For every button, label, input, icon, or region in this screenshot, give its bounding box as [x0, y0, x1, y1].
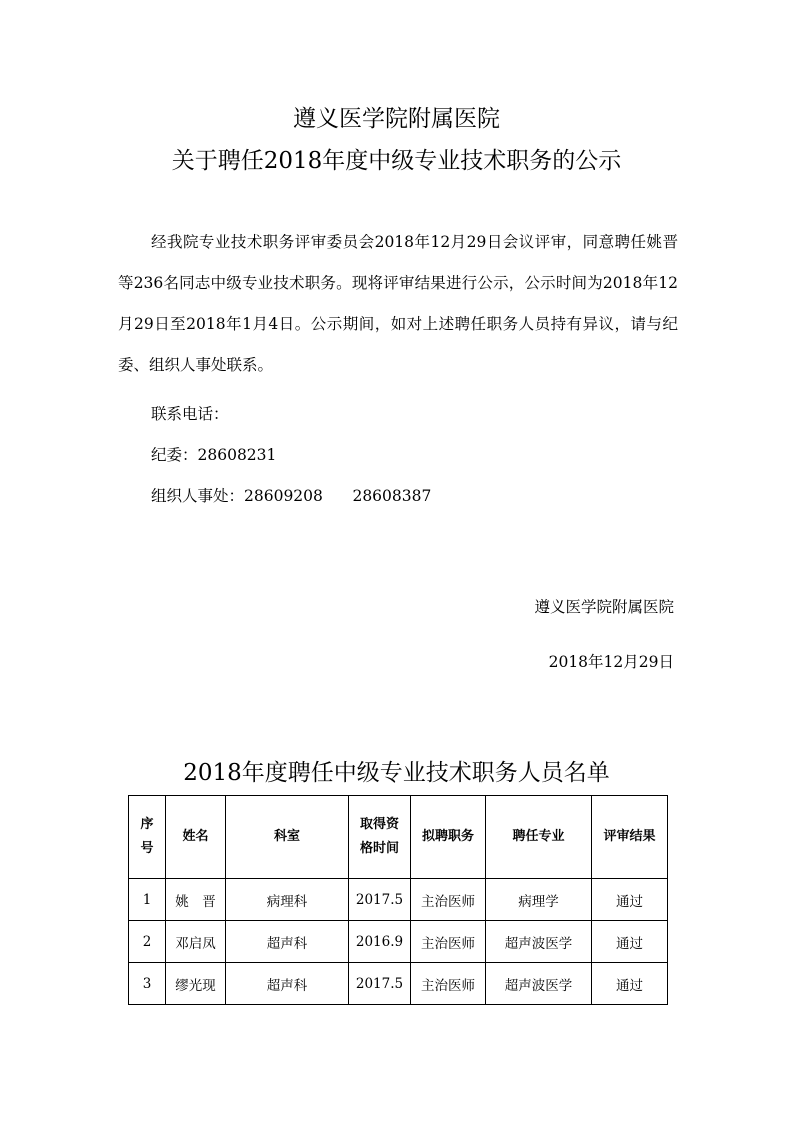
cell-specialty: 病理学	[486, 879, 592, 921]
table-row	[129, 963, 668, 1005]
cell-position: 主治医师	[411, 879, 486, 921]
signature-date: 2018年12月29日	[548, 653, 674, 671]
cell-name: 姚 晋	[166, 879, 226, 921]
cell-dept: 超声科	[226, 921, 349, 963]
notice-title: 关于聘任2018年度中级专业技术职务的公示	[171, 148, 622, 174]
cell-seq: 2	[129, 921, 166, 963]
cell-date: 2017.5	[349, 879, 411, 921]
cell-result: 通过	[592, 963, 668, 1005]
header-qual-date	[349, 796, 411, 879]
header-dept: 科室	[226, 796, 349, 879]
cell-position: 主治医师	[411, 921, 486, 963]
table-row	[129, 921, 668, 963]
notice-paragraph: 经我院专业技术职务评审委员会2018年12月29日会议评审，同意聘任姚晋等236名同志中级专业技术职务。现将评审结果进行公示，公示时间为2018年12月29日至2018年1月4日。公示期间，如对上述聘任职务人员持有异议，请与纪委、组织人事处联系。	[118, 233, 678, 374]
cell-seq: 1	[129, 879, 166, 921]
contact-label: 联系电话：	[151, 405, 229, 423]
cell-seq: 3	[129, 963, 166, 1005]
contact-hr-office: 组织人事处：28609208 28608387	[151, 487, 432, 505]
cell-specialty: 超声波医学	[486, 921, 592, 963]
header-seq-line2: 号	[140, 841, 154, 856]
cell-position: 主治医师	[411, 963, 486, 1005]
header-seq-line1: 序	[140, 817, 154, 832]
signature-org: 遵义医学院附属医院	[534, 598, 674, 616]
cell-date: 2016.9	[349, 921, 411, 963]
cell-date: 2017.5	[349, 963, 411, 1005]
table-header-row	[129, 796, 668, 879]
cell-result: 通过	[592, 879, 668, 921]
contact-discipline-committee: 纪委：28608231	[151, 446, 277, 464]
header-qual-line1: 取得资	[359, 817, 399, 832]
header-result: 评审结果	[592, 796, 668, 879]
hospital-name-title: 遵义医学院附属医院	[293, 106, 500, 132]
cell-specialty: 超声波医学	[486, 963, 592, 1005]
list-title: 2018年度聘任中级专业技术职务人员名单	[183, 760, 610, 786]
personnel-table	[128, 795, 668, 1005]
cell-name: 缪光现	[166, 963, 226, 1005]
table-row	[129, 879, 668, 921]
header-name: 姓名	[166, 796, 226, 879]
cell-name: 邓启凤	[166, 921, 226, 963]
cell-dept: 病理科	[226, 879, 349, 921]
header-qual-line2: 格时间	[359, 841, 399, 856]
cell-result: 通过	[592, 921, 668, 963]
header-seq	[129, 796, 166, 879]
header-specialty: 聘任专业	[486, 796, 592, 879]
header-position: 拟聘职务	[411, 796, 486, 879]
cell-dept: 超声科	[226, 963, 349, 1005]
